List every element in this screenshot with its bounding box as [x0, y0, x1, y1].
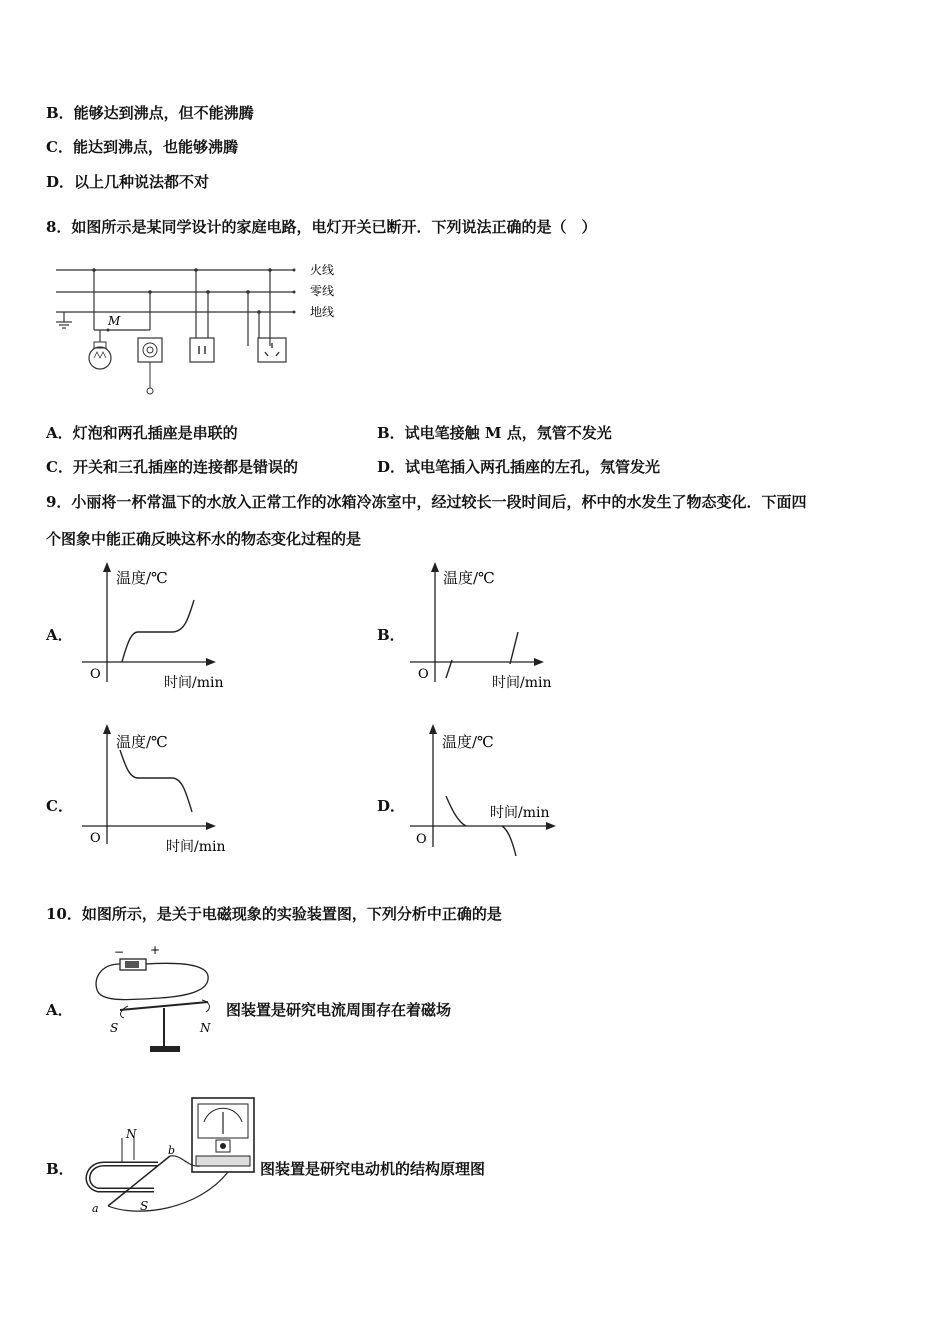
q7-option-b: B．能够达到沸点，但不能沸腾 [46, 104, 254, 122]
origin-label: O [90, 667, 101, 682]
q8-option-a: A．灯泡和两孔插座是串联的 [46, 424, 238, 442]
q9-graph-a [72, 560, 272, 695]
battery-plus-label: + [150, 943, 161, 957]
battery-minus-label: − [114, 945, 125, 959]
q9-graph-c [72, 722, 272, 857]
q8-option-c: C．开关和三孔插座的连接都是错误的 [46, 458, 298, 476]
galvanometer-icon [192, 1098, 254, 1172]
origin-label: O [416, 832, 427, 847]
temperature-curve-right [510, 632, 518, 664]
x-axis-arrow-icon [546, 822, 556, 830]
n-pole-label: N [200, 1021, 211, 1035]
q7-option-c: C．能达到沸点，也能够沸腾 [46, 138, 238, 156]
y-axis-arrow-icon [103, 724, 111, 734]
y-axis-arrow-icon [429, 724, 437, 734]
live-label: 火线 [310, 263, 335, 277]
three-hole-socket-icon [258, 338, 286, 362]
x-axis-label: 时间/min [492, 675, 552, 691]
oersted-experiment-figure [90, 940, 220, 1058]
x-axis-arrow-icon [206, 658, 216, 666]
q10-option-b-letter: B． [46, 1160, 74, 1178]
u-magnet-icon [88, 1164, 158, 1190]
q8-option-d: D．试电笔插入两孔插座的左孔，氖管发光 [377, 458, 661, 476]
q9-graph-d [402, 722, 602, 862]
n-pole-label: N [126, 1127, 137, 1141]
y-axis-label: 温度/℃ [443, 569, 495, 587]
ground-label: 地线 [310, 305, 335, 319]
x-axis-arrow-icon [206, 822, 216, 830]
q8-option-b: B．试电笔接触 M 点，氖管不发光 [377, 424, 612, 442]
origin-label: O [90, 831, 101, 846]
q9-graph-c-letter: C． [46, 797, 73, 815]
y-axis-label: 温度/℃ [116, 569, 168, 587]
neutral-label: 零线 [310, 284, 335, 298]
q9-stem-line1: 9．小丽将一杯常温下的水放入正常工作的冰箱冷冻室中，经过较长一段时间后，杯中的水发生了物态变化．下面四 [46, 493, 807, 511]
lightbulb-icon [89, 330, 111, 369]
q10-option-a-text: 图装置是研究电流周围存在着磁场 [226, 1001, 452, 1019]
y-axis-label: 温度/℃ [442, 733, 494, 751]
wire-loop [96, 963, 208, 999]
x-axis-label: 时间/min [166, 839, 226, 855]
temperature-curve-left [446, 660, 452, 678]
temperature-curve [122, 600, 194, 662]
y-axis-label: 温度/℃ [116, 733, 168, 751]
x-axis-label: 时间/min [490, 805, 550, 821]
s-pole-label: S [140, 1199, 149, 1213]
y-axis-arrow-icon [431, 562, 439, 572]
q10-option-b-text: 图装置是研究电动机的结构原理图 [260, 1160, 486, 1178]
q9-graph-b [402, 560, 602, 695]
temperature-curve-right [502, 826, 516, 856]
q7-option-d: D．以上几种说法都不对 [46, 173, 210, 191]
q10-option-a-letter: A． [46, 1001, 73, 1019]
temperature-curve [120, 750, 192, 812]
electromagnetic-induction-figure [78, 1094, 260, 1220]
point-m-label: M [108, 314, 121, 328]
household-circuit-diagram [50, 258, 350, 400]
two-hole-socket-icon [190, 338, 214, 362]
point-m [107, 329, 110, 332]
x-axis-label: 时间/min [164, 675, 224, 691]
a-end-label: a [92, 1202, 99, 1215]
q9-graph-b-letter: B． [377, 626, 405, 644]
temperature-curve-left [446, 796, 466, 826]
y-axis-arrow-icon [103, 562, 111, 572]
b-end-label: b [168, 1144, 176, 1157]
q10-stem: 10．如图所示，是关于电磁现象的实验装置图，下列分析中正确的是 [46, 905, 502, 923]
q8-stem: 8．如图所示是某同学设计的家庭电路，电灯开关已断开．下列说法正确的是（ ） [46, 218, 597, 236]
x-axis-arrow-icon [534, 658, 544, 666]
origin-label: O [418, 667, 429, 682]
q9-graph-d-letter: D． [377, 797, 406, 815]
q9-graph-a-letter: A． [46, 626, 73, 644]
pull-switch-icon [138, 338, 162, 394]
q9-stem-line2: 个图象中能正确反映这杯水的物态变化过程的是 [46, 530, 362, 548]
s-pole-label: S [110, 1021, 119, 1035]
